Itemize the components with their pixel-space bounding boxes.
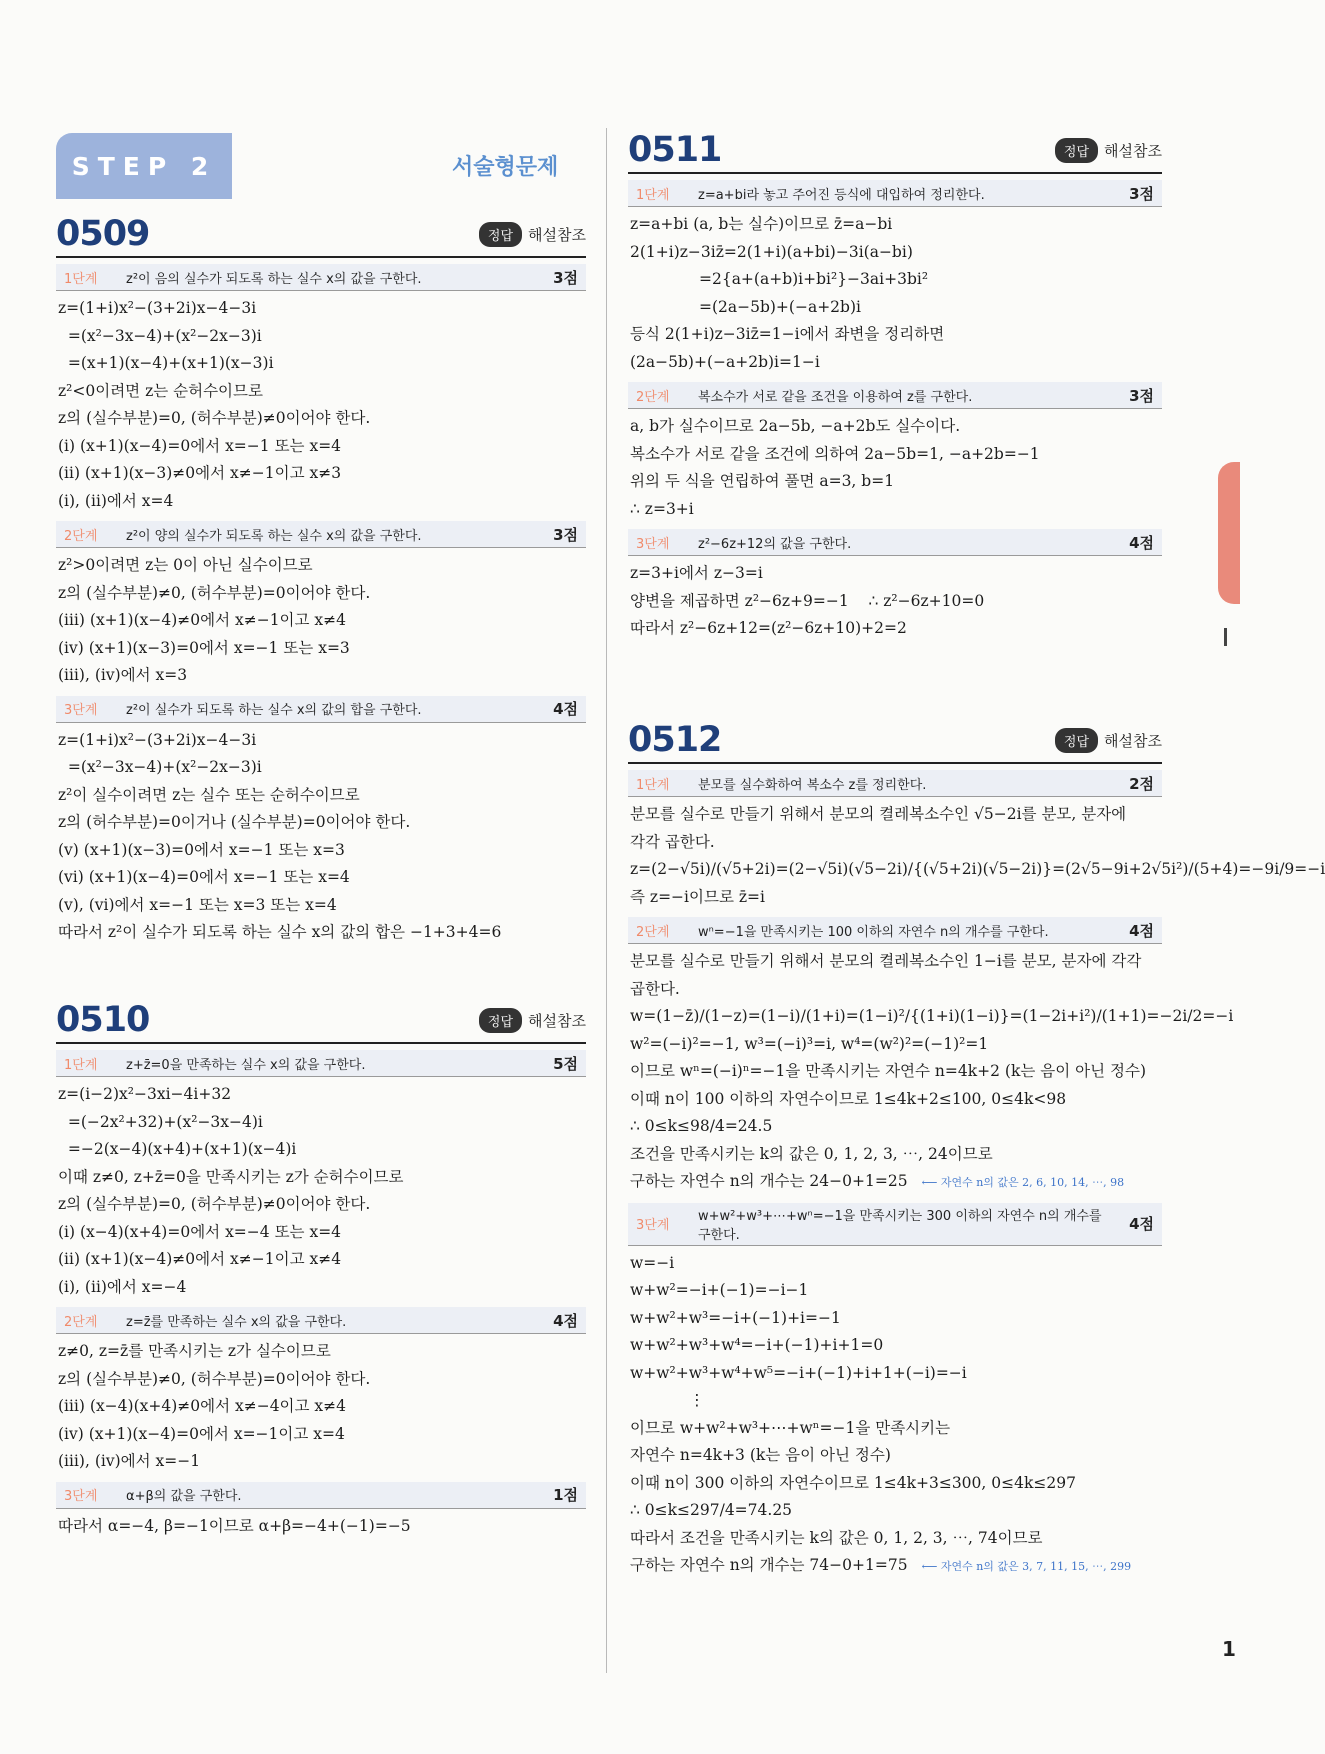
problem-0511 [628,128,1162,643]
stage-header [56,1307,586,1334]
problem-number: 0510 [56,1000,150,1040]
solution-line: 각각 곱한다. [630,832,715,851]
solution-body [56,1509,586,1541]
solution-line: 분모를 실수로 만들기 위해서 분모의 켤레복소수인 √5−2i를 분모, 분자에 [630,805,1127,823]
solution-line: (ⅰ), (ⅱ)에서 x=−4 [58,1277,187,1296]
solution-line: =(x²−3x−4)+(x²−2x−3)i [58,326,262,345]
solution-line: w+w²+w³=−i+(−1)+i=−1 [630,1308,841,1327]
solution-line: z=(1+i)x²−(3+2i)x−4−3i [58,730,257,749]
solution-line: w+w²+w³+w⁴=−i+(−1)+i+1=0 [630,1336,884,1354]
solution-line: z의 (실수부분)≠0, (허수부분)=0이어야 한다. [58,583,371,602]
solution-line: z²>0이려면 z는 0이 아닌 실수이므로 [58,556,313,574]
solution-body [56,1334,586,1476]
solution-line: w²=(−i)²=−1, w³=(−i)³=i, w⁴=(w²)²=(−1)²=1 [630,1034,989,1053]
solution-line: z의 (실수부분)=0, (허수부분)≠0이어야 한다. [58,1195,371,1213]
solution-line: =2{a+(a+b)i+bi²}−3ai+3bi² [630,270,929,288]
solution-line: z²<0이려면 z는 순허수이므로 [58,381,263,400]
stage-points: 4점 [1129,1215,1154,1233]
stage-title: z+z̄=0을 만족하는 실수 x의 값을 구한다. [126,1057,366,1073]
solution-line: z≠0, z=z̄를 만족시키는 z가 실수이므로 [58,1342,331,1360]
answer-text: 해설참조 [528,225,586,244]
solution-body [56,548,586,690]
solution-line: (ⅰ) (x−4)(x+4)=0에서 x=−4 또는 x=4 [58,1222,342,1241]
solution-body [56,723,586,947]
solution-line: =(−2x²+32)+(x²−3x−4)i [58,1112,263,1131]
section-title: 서술형문제 [452,155,559,180]
stage-list [56,264,586,947]
solution-body [628,207,1162,376]
stage-label: 1단계 [636,187,670,203]
stage-points: 3점 [1129,386,1154,405]
solution-line: 이때 z≠0, z+z̄=0을 만족시키는 z가 순허수이므로 [58,1167,404,1186]
solution-line: =(x²−3x−4)+(x²−2x−3)i [58,758,262,776]
solution-line: z=3+i에서 z−3=i [630,564,763,582]
solution-line: 이때 n이 100 이하의 자연수이므로 1≤4k+2≤100, 0≤4k<98 [630,1089,1067,1108]
solution-line: 분모를 실수로 만들기 위해서 분모의 켤레복소수인 1−i를 분모, 분자에 각각 [630,952,1142,970]
solution-line: z의 (허수부분)=0이거나 (실수부분)=0이어야 한다. [58,813,411,831]
stage-points: 1점 [553,1486,578,1504]
column-divider [606,128,607,1673]
problem-header [56,998,586,1044]
answer-text: 해설참조 [528,1011,586,1030]
stage-label: 3단계 [64,1489,98,1504]
solution-line: =−2(x−4)(x+4)+(x+1)(x−4)i [58,1140,297,1158]
solution-line: (2a−5b)+(−a+2b)i=1−i [630,352,820,371]
solution-body [628,944,1234,1197]
stage-title: z²−6z+12의 값을 구한다. [698,536,852,552]
stage-header [56,1482,586,1509]
solution-body [628,797,1325,911]
solution-line: 등식 2(1+i)z−3iz̄=1−i에서 좌변을 정리하면 [630,325,945,343]
solution-body [56,1077,586,1301]
solution-line: (ⅰ), (ⅱ)에서 x=4 [58,491,174,510]
stage-label: 2단계 [636,924,670,940]
solution-line: (ⅳ) (x+1)(x−4)=0에서 x=−1이고 x=4 [58,1424,345,1443]
solution-line: ∴ 0≤k≤297/4=74.25 [630,1501,793,1519]
solution-line-with-note [630,1552,1158,1581]
solution-line: (ⅲ) (x−4)(x+4)≠0에서 x≠−4이고 x≠4 [58,1397,347,1415]
problem-0509 [56,212,586,947]
answer-ref [1055,728,1162,753]
solution-line: (ⅵ) (x+1)(x−4)=0에서 x=−1 또는 x=4 [58,868,350,886]
solution-line: z=(2−√5i)/(√5+2i)=(2−√5i)(√5−2i)/{(√5+2i)(√5−2i)}=(2√5−9i+2√5i²)/(5+4)=−9i/9=−i [630,860,1325,878]
stage-header [56,696,586,723]
solution-line: 복소수가 서로 같을 조건에 의하여 2a−5b=1, −a+2b=−1 [630,444,1040,463]
stage-points: 4점 [1129,921,1154,940]
answer-badge: 정답 [479,1008,522,1033]
problem-header [628,718,1162,764]
problem-number: 0511 [628,130,722,170]
solution-line: (ⅲ), (ⅳ)에서 x=3 [58,666,188,684]
stage-list [628,180,1162,643]
problem-0510 [56,998,586,1540]
stage-label: 2단계 [636,389,670,405]
stage-points: 4점 [553,700,578,718]
stage-title: z²이 실수가 되도록 하는 실수 x의 값의 합을 구한다. [126,703,422,718]
solution-line: 이므로 w+w²+w³+⋯+wⁿ=−1을 만족시키는 [630,1418,951,1437]
stage-header [628,529,1162,556]
solution-line: 2(1+i)z−3iz̄=2(1+i)(a+bi)−3i(a−bi) [630,242,913,261]
solution-line: w+w²=−i+(−1)=−i−1 [630,1281,809,1299]
stage-title: z=z̄를 만족하는 실수 x의 값을 구한다. [126,1314,347,1330]
stage-points: 4점 [1129,533,1154,552]
solution-line: a, b가 실수이므로 2a−5b, −a+2b도 실수이다. [630,417,961,435]
stage-title: z=a+bi라 놓고 주어진 등식에 대입하여 정리한다. [698,187,985,203]
stage-header [628,917,1162,944]
side-note: ⟵ 자연수 n의 값은 2, 6, 10, 14, ⋯, 98 [921,1176,1125,1189]
solution-line: ∴ z=3+i [630,499,694,518]
stage-title: 복소수가 서로 같을 조건을 이용하여 z를 구한다. [698,389,973,405]
stage-list [56,1050,586,1540]
solution-line: 따라서 z²−6z+12=(z²−6z+10)+2=2 [630,619,907,637]
problem-number: 0512 [628,720,722,760]
stage-header [628,382,1162,409]
step-tab: STEP 2 [56,133,232,199]
stage-title: w+w²+w³+⋯+wⁿ=−1을 만족시키는 300 이하의 자연수 n의 개수를 구한다. [698,1208,1102,1243]
solution-line: 구하는 자연수 n의 개수는 74−0+1=75 [630,1556,908,1574]
stage-header [56,521,586,548]
page-number: 1 [1222,1637,1236,1661]
solution-line: 즉 z=−i이므로 z̄=i [630,887,765,906]
stage-title: 분모를 실수화하여 복소수 z를 정리한다. [698,777,927,793]
solution-line-with-note [630,1168,1158,1197]
solution-line: z의 (실수부분)≠0, (허수부분)=0이어야 한다. [58,1369,371,1388]
solution-line: 따라서 z²이 실수가 되도록 하는 실수 x의 값의 합은 −1+3+4=6 [58,923,502,941]
solution-body [628,409,1162,523]
solution-line: w=−i [630,1253,675,1272]
problem-header [628,128,1162,174]
solution-line: z=(i−2)x²−3xi−4i+32 [58,1085,232,1103]
solution-line: ⋮ [630,1391,705,1409]
problem-number: 0509 [56,214,150,254]
solution-line: (ⅰ) (x+1)(x−4)=0에서 x=−1 또는 x=4 [58,436,342,455]
solution-body [628,1246,1162,1581]
stage-label: 3단계 [64,703,98,718]
answer-badge: 정답 [1055,728,1098,753]
stage-header [628,770,1162,797]
side-note: ⟵ 자연수 n의 값은 3, 7, 11, 15, ⋯, 299 [921,1560,1132,1573]
solution-line: =(2a−5b)+(−a+2b)i [630,297,861,316]
stage-label: 1단계 [64,271,98,287]
answer-ref [1055,138,1162,163]
solution-line: 자연수 n=4k+3 (k는 음이 아닌 정수) [630,1446,891,1464]
answer-text: 해설참조 [1104,731,1162,750]
solution-line: 위의 두 식을 연립하여 풀면 a=3, b=1 [630,472,895,490]
stage-header [628,1203,1162,1246]
solution-line: 양변을 제곱하면 z²−6z+9=−1 ∴ z²−6z+10=0 [630,591,985,610]
solution-line: (ⅲ), (ⅳ)에서 x=−1 [58,1452,201,1470]
solution-line: 따라서 α=−4, β=−1이므로 α+β=−4+(−1)=−5 [58,1516,411,1535]
stage-points: 2점 [1129,774,1154,793]
solution-line: 조건을 만족시키는 k의 값은 0, 1, 2, 3, ⋯, 24이므로 [630,1144,993,1163]
solution-line: z²이 실수이려면 z는 실수 또는 순허수이므로 [58,785,360,804]
solution-line: 곱한다. [630,979,680,998]
answer-text: 해설참조 [1104,141,1162,160]
solution-body [56,291,586,515]
solution-line: w+w²+w³+w⁴+w⁵=−i+(−1)+i+1+(−i)=−i [630,1363,967,1382]
stage-points: 4점 [553,1311,578,1330]
solution-line: (ⅴ), (ⅵ)에서 x=−1 또는 x=3 또는 x=4 [58,895,337,914]
solution-line: (ⅴ) (x+1)(x−3)=0에서 x=−1 또는 x=3 [58,840,345,859]
stage-points: 3점 [553,268,578,287]
stage-label: 2단계 [64,528,98,544]
problem-0512 [628,718,1325,1581]
solution-line: 이때 n이 300 이하의 자연수이므로 1≤4k+3≤300, 0≤4k≤297 [630,1473,1076,1492]
answer-badge: 정답 [479,222,522,247]
stage-header [56,264,586,291]
stage-points: 3점 [553,525,578,544]
solution-line: (ⅱ) (x+1)(x−3)≠0에서 x≠−1이고 x≠3 [58,464,342,482]
solution-line: w=(1−z̄)/(1−z)=(1−i)/(1+i)=(1−i)²/{(1+i)(1−i)}=(1−2i+i²)/(1+1)=−2i/2=−i [630,1007,1234,1025]
stage-title: wⁿ=−1을 만족시키는 100 이하의 자연수 n의 개수를 구한다. [698,924,1049,940]
stage-label: 1단계 [636,777,670,793]
solution-line: (ⅲ) (x+1)(x−4)≠0에서 x≠−1이고 x≠4 [58,611,347,629]
stage-header [56,1050,586,1077]
solution-line: 따라서 조건을 만족시키는 k의 값은 0, 1, 2, 3, ⋯, 74이므로 [630,1528,1043,1547]
solution-line: 구하는 자연수 n의 개수는 24−0+1=25 [630,1172,908,1190]
solution-body [628,556,1162,643]
problem-header [56,212,586,258]
stage-points: 3점 [1129,184,1154,203]
stage-title: z²이 양의 실수가 되도록 하는 실수 x의 값을 구한다. [126,528,422,544]
solution-line: z=(1+i)x²−(3+2i)x−4−3i [58,299,257,317]
solution-line: 이므로 wⁿ=(−i)ⁿ=−1을 만족시키는 자연수 n=4k+2 (k는 음이 아닌 정수) [630,1062,1147,1080]
solution-line: =(x+1)(x−4)+(x+1)(x−3)i [58,354,274,372]
answer-badge: 정답 [1055,138,1098,163]
chapter-side-tab [1218,462,1240,604]
solution-line: z의 (실수부분)=0, (허수부분)≠0이어야 한다. [58,409,371,427]
solution-line: ∴ 0≤k≤98/4=24.5 [630,1117,773,1135]
solution-line: z=a+bi (a, b는 실수)이므로 z̄=a−bi [630,215,893,233]
answer-ref [479,1008,586,1033]
stage-label: 2단계 [64,1314,98,1330]
stage-list [628,770,1325,1581]
answer-ref [479,222,586,247]
side-mark [1224,628,1227,646]
solution-line: (ⅳ) (x+1)(x−3)=0에서 x=−1 또는 x=3 [58,638,350,657]
stage-header [628,180,1162,207]
stage-title: α+β의 값을 구한다. [126,1489,242,1504]
stage-label: 1단계 [64,1057,98,1073]
solution-line: (ⅱ) (x+1)(x−4)≠0에서 x≠−1이고 x≠4 [58,1250,342,1268]
stage-title: z²이 음의 실수가 되도록 하는 실수 x의 값을 구한다. [126,271,422,287]
stage-points: 5점 [553,1054,578,1073]
stage-label: 3단계 [636,536,670,552]
stage-label: 3단계 [636,1218,670,1233]
